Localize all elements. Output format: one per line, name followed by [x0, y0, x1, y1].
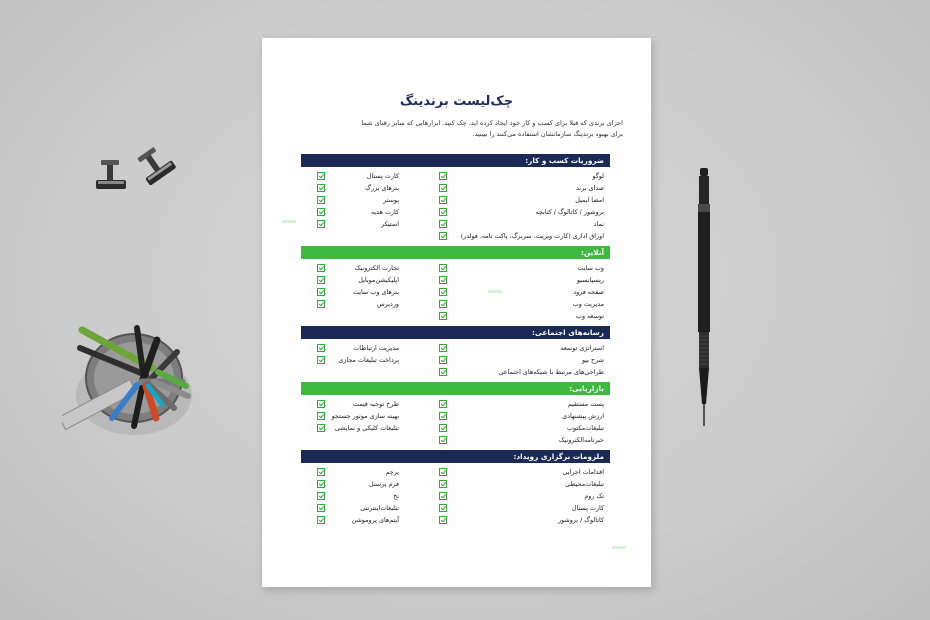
item-label: تبلیغات کلیکی و نمایشی — [334, 424, 399, 432]
checkbox-icon[interactable] — [439, 436, 447, 444]
checklist-table — [301, 154, 610, 530]
item-label: لوگو — [592, 172, 604, 180]
checkbox-icon[interactable] — [317, 172, 325, 180]
checklist-item — [317, 194, 439, 206]
cufflink-right — [134, 146, 178, 186]
item-label: پوستر — [383, 196, 399, 204]
checkbox-icon[interactable] — [317, 220, 325, 228]
checklist-item — [439, 398, 610, 410]
checklist-item — [439, 422, 610, 434]
checklist-item — [439, 502, 610, 514]
checklist-item — [439, 514, 610, 526]
items-column-right — [439, 466, 610, 526]
checkbox-icon[interactable] — [317, 300, 325, 308]
page-title: چک‌لیست برندینگ — [399, 94, 514, 109]
checklist-item — [439, 366, 610, 378]
checkbox-icon[interactable] — [439, 516, 447, 524]
item-label: تجارت الکترونیک — [354, 264, 399, 272]
checklist-item — [317, 170, 439, 182]
checkbox-icon[interactable] — [439, 208, 447, 216]
item-label: ارزش پیشنهادی — [562, 412, 604, 420]
checklist-item — [439, 298, 610, 310]
checkbox-icon[interactable] — [317, 412, 325, 420]
checklist-item — [439, 230, 610, 242]
checklist-item — [439, 466, 610, 478]
checklist-item — [317, 218, 439, 230]
intro-text — [290, 118, 623, 140]
checkbox-icon[interactable] — [439, 412, 447, 420]
checklist-item — [439, 310, 610, 322]
item-label: تبلیغات‌مکتوب — [567, 424, 604, 432]
cufflink-left — [92, 158, 132, 194]
checkbox-icon[interactable] — [439, 480, 447, 488]
item-label: کارت پستال — [366, 172, 399, 180]
intro-line-2: برای بهبود برندینگ سازمانشان استفاده می‌کنند را ببینید. — [472, 130, 623, 138]
items-column-right — [439, 170, 610, 242]
checkbox-icon[interactable] — [439, 504, 447, 512]
checkbox-icon[interactable] — [439, 300, 447, 308]
checkbox-icon[interactable] — [439, 312, 447, 320]
pen-cup — [62, 300, 212, 450]
section-header: رسانه‌های اجتماعی: — [301, 326, 610, 339]
checkbox-icon[interactable] — [317, 264, 325, 272]
checkbox-icon[interactable] — [317, 400, 325, 408]
checkbox-icon[interactable] — [439, 288, 447, 296]
checkbox-icon[interactable] — [317, 424, 325, 432]
item-label: صفحه فرود — [573, 288, 604, 296]
checklist-item — [317, 274, 439, 286]
checkbox-icon[interactable] — [317, 356, 325, 364]
checkbox-icon[interactable] — [439, 468, 447, 476]
checkbox-icon[interactable] — [317, 344, 325, 352]
item-label: بروشور / کاتالوگ / کتابچه — [535, 208, 604, 216]
checkbox-icon[interactable] — [317, 276, 325, 284]
checklist-item — [439, 490, 610, 502]
section-body — [301, 463, 610, 528]
item-label: فرم پرسنل — [369, 480, 399, 488]
checklist-item — [439, 182, 610, 194]
item-label: اپلیکیشن‌موبایل — [358, 276, 399, 284]
checkbox-icon[interactable] — [439, 264, 447, 272]
checklist-item — [439, 342, 610, 354]
checklist-item — [317, 262, 439, 274]
checklist-item — [439, 434, 610, 446]
checkbox-icon[interactable] — [317, 288, 325, 296]
checklist-item — [439, 274, 610, 286]
checklist-item — [439, 410, 610, 422]
item-label: اوراق اداری (کارت ویزیت، سربرگ، پاکت نامه، فولدر) — [460, 232, 604, 240]
decorative-mark — [488, 290, 502, 293]
checklist-item — [317, 466, 439, 478]
item-label: استراتژی توسعه — [560, 344, 604, 352]
checklist-item — [439, 354, 610, 366]
item-label: نماد — [593, 220, 604, 228]
items-column-right — [439, 398, 610, 446]
item-label: بنرهای بزرگ — [365, 184, 399, 192]
checklist-item — [317, 298, 439, 310]
section-body — [301, 259, 610, 324]
item-label: پرچم — [385, 468, 399, 476]
checkbox-icon[interactable] — [317, 196, 325, 204]
item-label: طراحی‌های مرتبط با شبکه‌های اجتماعی — [498, 368, 604, 376]
checkbox-icon[interactable] — [439, 368, 447, 376]
checkbox-icon[interactable] — [439, 232, 447, 240]
item-label: توسعه وب — [575, 312, 604, 320]
checklist-item — [439, 170, 610, 182]
checklist-item — [317, 182, 439, 194]
item-label: پرداخت تبلیغات مجازی — [338, 356, 399, 364]
checkbox-icon[interactable] — [439, 220, 447, 228]
decorative-mark — [282, 220, 296, 223]
checkbox-icon[interactable] — [439, 172, 447, 180]
item-label: تبلیغات‌محیطی — [565, 480, 604, 488]
items-column-right — [439, 342, 610, 378]
section-body — [301, 395, 610, 448]
item-label: کارت پستال — [571, 504, 604, 512]
checklist-item — [439, 478, 610, 490]
item-label: استیکر — [380, 220, 399, 228]
items-column-left — [301, 170, 439, 230]
item-label: پست مستقیم — [567, 400, 604, 408]
checkbox-icon[interactable] — [439, 492, 447, 500]
checkbox-icon[interactable] — [439, 424, 447, 432]
checklist-item — [317, 514, 439, 526]
checklist-item — [317, 410, 439, 422]
checkbox-icon[interactable] — [439, 356, 447, 364]
item-label: وب سایت — [577, 264, 604, 272]
item-label: وردپرس — [376, 300, 399, 308]
items-column-left — [301, 466, 439, 526]
intro-line-1: اجزای برندی که قبلا برای کسب و کار خود ایجاد کرده اید، چک کنید. ابزارهایی که سایر رقبای شما — [361, 119, 623, 127]
checklist-item — [317, 354, 439, 366]
checklist-item — [439, 218, 610, 230]
section-body — [301, 339, 610, 380]
checklist-page — [262, 38, 651, 587]
checklist-item — [317, 502, 439, 514]
checklist-item — [317, 398, 439, 410]
checklist-item — [317, 422, 439, 434]
item-label: ریسپانسیو — [576, 276, 604, 284]
item-label: صدای برند — [575, 184, 604, 192]
items-column-left — [301, 342, 439, 366]
checklist-item — [317, 490, 439, 502]
checklist-item — [317, 286, 439, 298]
checkbox-icon[interactable] — [317, 492, 325, 500]
checklist-section — [301, 382, 610, 448]
checklist-item — [439, 194, 610, 206]
checkbox-icon[interactable] — [317, 208, 325, 216]
checkbox-icon[interactable] — [439, 344, 447, 352]
section-header: ملزومات برگزاری رویداد: — [301, 450, 610, 463]
checklist-item — [317, 342, 439, 354]
item-label: اقدامات اجرایی — [562, 468, 604, 476]
checkbox-icon[interactable] — [439, 184, 447, 192]
checkbox-icon[interactable] — [317, 516, 325, 524]
checklist-item — [439, 206, 610, 218]
item-label: کاتالوگ / بروشور — [557, 516, 604, 524]
item-label: کارت هدیه — [370, 208, 399, 216]
item-label: خبرنامه‌الکترونیک — [558, 436, 604, 444]
item-label: تبلیغات‌اینترنتی — [360, 504, 399, 512]
section-header: آنلاین: — [301, 246, 610, 259]
checkbox-icon[interactable] — [439, 400, 447, 408]
checklist-section — [301, 326, 610, 380]
mechanical-pencil — [693, 168, 715, 430]
item-label: بهینه سازی موتور جستجو — [331, 412, 399, 420]
checkbox-icon[interactable] — [317, 468, 325, 476]
item-label: مدیریت ارتباطات — [353, 344, 399, 352]
item-label: نخ — [393, 492, 399, 500]
items-column-right — [439, 262, 610, 322]
items-column-left — [301, 262, 439, 310]
section-body — [301, 167, 610, 244]
section-header: بازاریابی: — [301, 382, 610, 395]
checklist-section — [301, 450, 610, 528]
item-label: امضا ایمیل — [575, 196, 604, 204]
checklist-item — [317, 478, 439, 490]
checklist-section — [301, 154, 610, 244]
checklist-item — [439, 262, 610, 274]
checklist-section — [301, 246, 610, 324]
item-label: بنرهای وب سایت — [352, 288, 399, 296]
section-header: ضروریات کسب و کار: — [301, 154, 610, 167]
checklist-item — [439, 286, 610, 298]
item-label: تک روم — [584, 492, 604, 500]
items-column-left — [301, 398, 439, 434]
checkbox-icon[interactable] — [439, 276, 447, 284]
checkbox-icon[interactable] — [317, 504, 325, 512]
checkbox-icon[interactable] — [439, 196, 447, 204]
item-label: آیتم‌های پروموشن — [351, 516, 399, 524]
decorative-mark — [612, 546, 626, 549]
item-label: طرح توجیه قیمت — [352, 400, 399, 408]
item-label: شرح بیو — [581, 356, 604, 364]
checkbox-icon[interactable] — [317, 184, 325, 192]
checklist-item — [317, 206, 439, 218]
item-label: مدیریت وب — [572, 300, 604, 308]
checkbox-icon[interactable] — [317, 480, 325, 488]
